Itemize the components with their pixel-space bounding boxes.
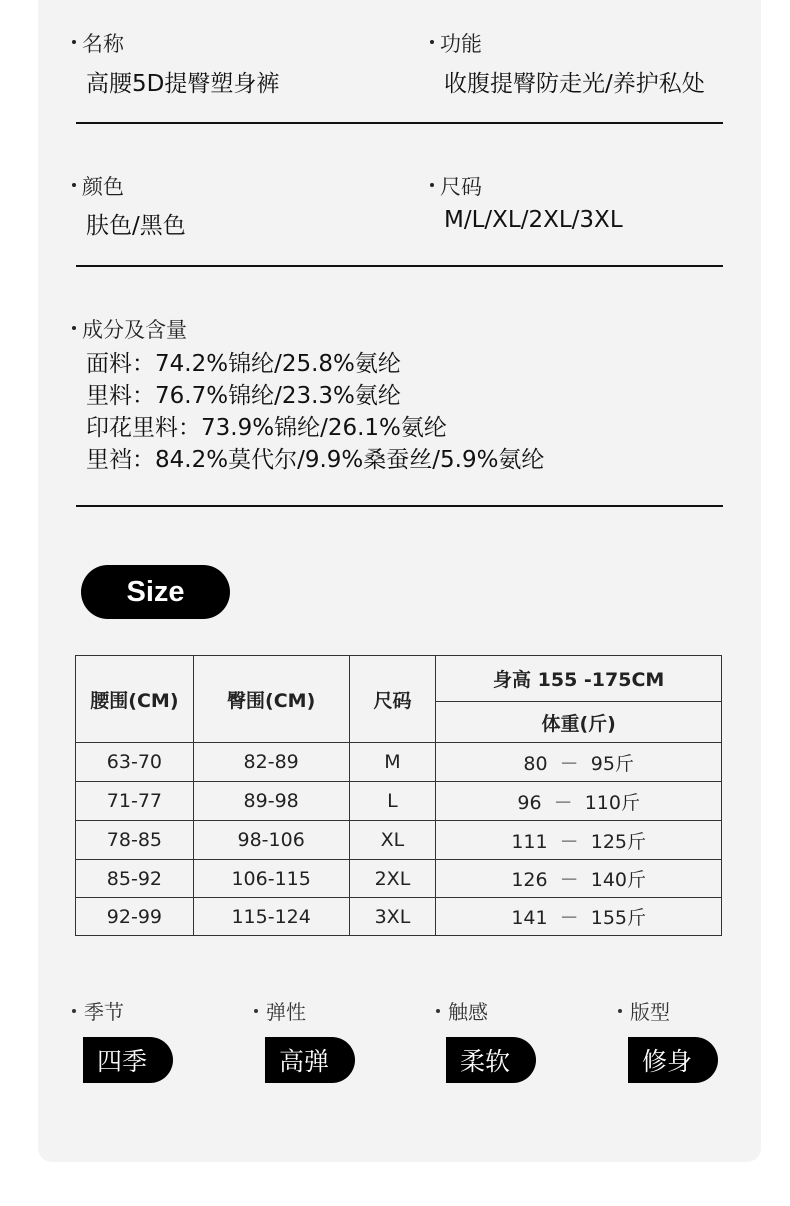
weight-cell: 141 － 155斤: [436, 898, 722, 936]
waist-cell: 92-99: [76, 898, 194, 936]
waist-header: 腰围(CM): [76, 656, 194, 743]
composition-line: 里裆：84.2%莫代尔/9.9%桑蚕丝/5.9%氨纶: [86, 447, 545, 473]
elasticity-label: 弹性: [254, 996, 306, 1025]
bullet-icon: [72, 326, 76, 330]
hip-cell: 106-115: [193, 860, 349, 898]
table-row: [76, 821, 722, 860]
table-row: [76, 860, 722, 898]
size-header: 尺码: [349, 656, 436, 743]
weight-cell: 96 － 110斤: [436, 782, 722, 821]
name-label: 名称: [72, 28, 124, 58]
hip-cell: 98-106: [193, 821, 349, 860]
bullet-icon: [430, 183, 434, 187]
size-value: M/L/XL/2XL/3XL: [444, 207, 623, 233]
hip-cell: 89-98: [193, 782, 349, 821]
bullet-icon: [430, 40, 434, 44]
height-header: 身高 155 -175CM: [436, 656, 722, 702]
size-cell: L: [349, 782, 436, 821]
composition-line: 面料：74.2%锦纶/25.8%氨纶: [86, 351, 401, 377]
table-row: [76, 743, 722, 782]
size-cell: 2XL: [349, 860, 436, 898]
weight-cell: 80 － 95斤: [436, 743, 722, 782]
size-badge: Size: [81, 565, 230, 619]
waist-cell: 78-85: [76, 821, 194, 860]
bullet-icon: [72, 1009, 76, 1013]
size-label: 尺码: [430, 171, 482, 201]
size-cell: M: [349, 743, 436, 782]
hip-header: 臀围(CM): [193, 656, 349, 743]
size-cell: XL: [349, 821, 436, 860]
table-header-row: [76, 656, 722, 702]
hip-cell: 82-89: [193, 743, 349, 782]
table-row: [76, 898, 722, 936]
weight-cell: 111 － 125斤: [436, 821, 722, 860]
name-value: 高腰5D提臀塑身裤: [86, 71, 280, 97]
size-table: [75, 655, 722, 936]
bullet-icon: [72, 40, 76, 44]
touch-label: 触感: [436, 996, 488, 1025]
composition-label: 成分及含量: [72, 314, 187, 344]
divider: [76, 122, 723, 124]
season-label: 季节: [72, 996, 124, 1025]
function-label: 功能: [430, 28, 482, 58]
size-cell: 3XL: [349, 898, 436, 936]
weight-header: 体重(斤): [436, 702, 722, 743]
weight-cell: 126 － 140斤: [436, 860, 722, 898]
composition-line: 里料：76.7%锦纶/23.3%氨纶: [86, 383, 401, 409]
divider: [76, 265, 723, 267]
fit-value-tag: 修身: [628, 1037, 718, 1083]
bullet-icon: [72, 183, 76, 187]
bullet-icon: [618, 1009, 622, 1013]
bullet-icon: [436, 1009, 440, 1013]
color-value: 肤色/黑色: [86, 213, 186, 239]
season-value-tag: 四季: [83, 1037, 173, 1083]
elasticity-value-tag: 高弹: [265, 1037, 355, 1083]
bullet-icon: [254, 1009, 258, 1013]
waist-cell: 63-70: [76, 743, 194, 782]
touch-value-tag: 柔软: [446, 1037, 536, 1083]
hip-cell: 115-124: [193, 898, 349, 936]
waist-cell: 71-77: [76, 782, 194, 821]
composition-line: 印花里料：73.9%锦纶/26.1%氨纶: [86, 415, 447, 441]
waist-cell: 85-92: [76, 860, 194, 898]
fit-label: 版型: [618, 996, 670, 1025]
table-row: [76, 782, 722, 821]
function-value: 收腹提臀防走光/养护私处: [444, 71, 705, 97]
divider: [76, 505, 723, 507]
color-label: 颜色: [72, 171, 124, 201]
